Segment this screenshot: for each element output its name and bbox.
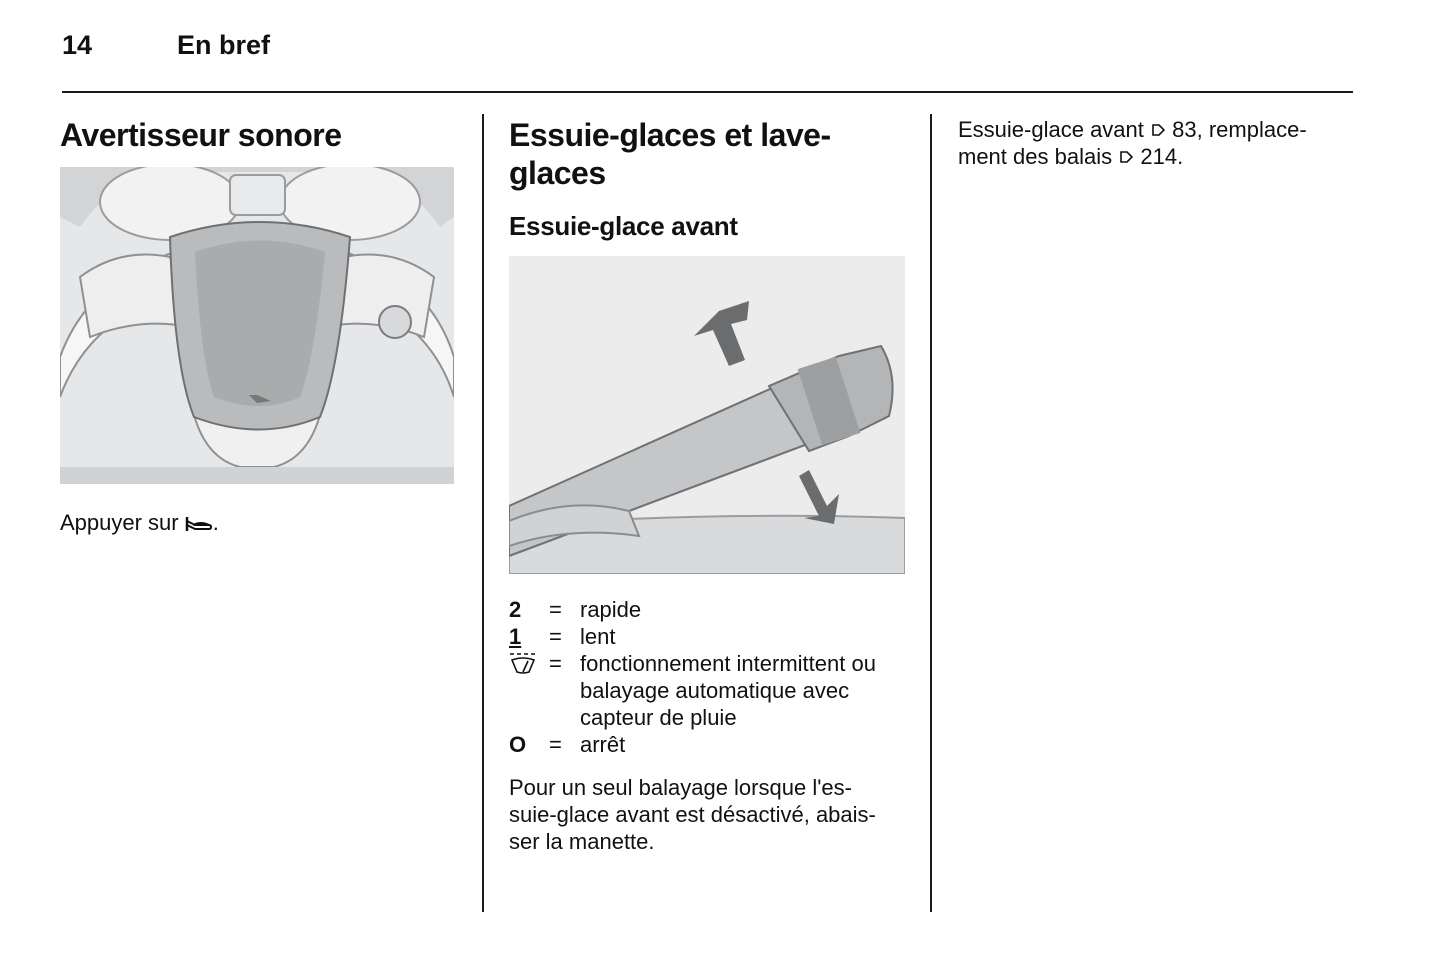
page-number: 14 — [62, 30, 93, 60]
front-wiper-subheading: Essuie-glace avant — [509, 211, 738, 241]
ref-page-214[interactable]: 214 — [1140, 144, 1178, 169]
wipers-heading-line2: glaces — [509, 155, 606, 191]
wiper-legend — [509, 596, 929, 758]
ref-blade-replacement: ment des balais — [958, 144, 1113, 169]
legend-row-intermittent: = fonctionnement intermittent ou balayage automatique avec capteur de pluie — [509, 650, 929, 731]
column-divider-2 — [930, 114, 932, 912]
legend-value-off: arrêt — [580, 732, 626, 757]
horn-text: Appuyer sur — [60, 510, 179, 535]
legend-row-off: O = arrêt — [509, 732, 626, 757]
column-wipers — [509, 116, 909, 242]
section-title: En bref — [177, 30, 271, 60]
legend-key-2: 2 — [509, 597, 522, 622]
page-reference-arrow-icon — [1118, 149, 1134, 165]
wiper-stalk-figure — [509, 256, 905, 574]
legend-row-fast: 2 = rapide — [509, 597, 642, 622]
legend-value-fast: rapide — [580, 597, 642, 622]
ref-page-83[interactable]: 83 — [1172, 117, 1197, 142]
legend-row-slow: 1 = lent — [509, 624, 616, 649]
horn-text-end: . — [212, 510, 219, 535]
intermittent-wiper-icon — [509, 650, 539, 682]
column-divider-1 — [482, 114, 484, 912]
wipers-heading-line1: Essuie-glaces et lave- — [509, 117, 831, 153]
horn-icon — [185, 515, 213, 533]
wiper-stalk-icon — [509, 256, 905, 574]
legend-key-1: 1 — [509, 624, 522, 649]
steering-wheel-horn-icon — [60, 167, 454, 484]
legend-key-off: O — [509, 732, 527, 757]
legend-value-intermittent: fonctionnement intermittent ou balayage automatique avec capteur de pluie — [580, 651, 876, 730]
header-rule — [62, 91, 1353, 93]
steering-wheel-figure — [60, 167, 454, 484]
horn-heading: Avertisseur sonore — [60, 117, 342, 153]
single-wipe-paragraph: Pour un seul balayage lorsque l'es- suie-glace avant est désactivé, abais- ser la manette. — [509, 775, 876, 854]
legend-value-slow: lent — [580, 624, 616, 649]
horn-instruction — [60, 509, 460, 536]
column-horn — [60, 116, 460, 154]
column-references: Essuie-glace avant 83, remplace- ment des balais 214. — [958, 117, 1307, 169]
ref-front-wiper: Essuie-glace avant — [958, 117, 1144, 142]
page-reference-arrow-icon — [1150, 122, 1166, 138]
